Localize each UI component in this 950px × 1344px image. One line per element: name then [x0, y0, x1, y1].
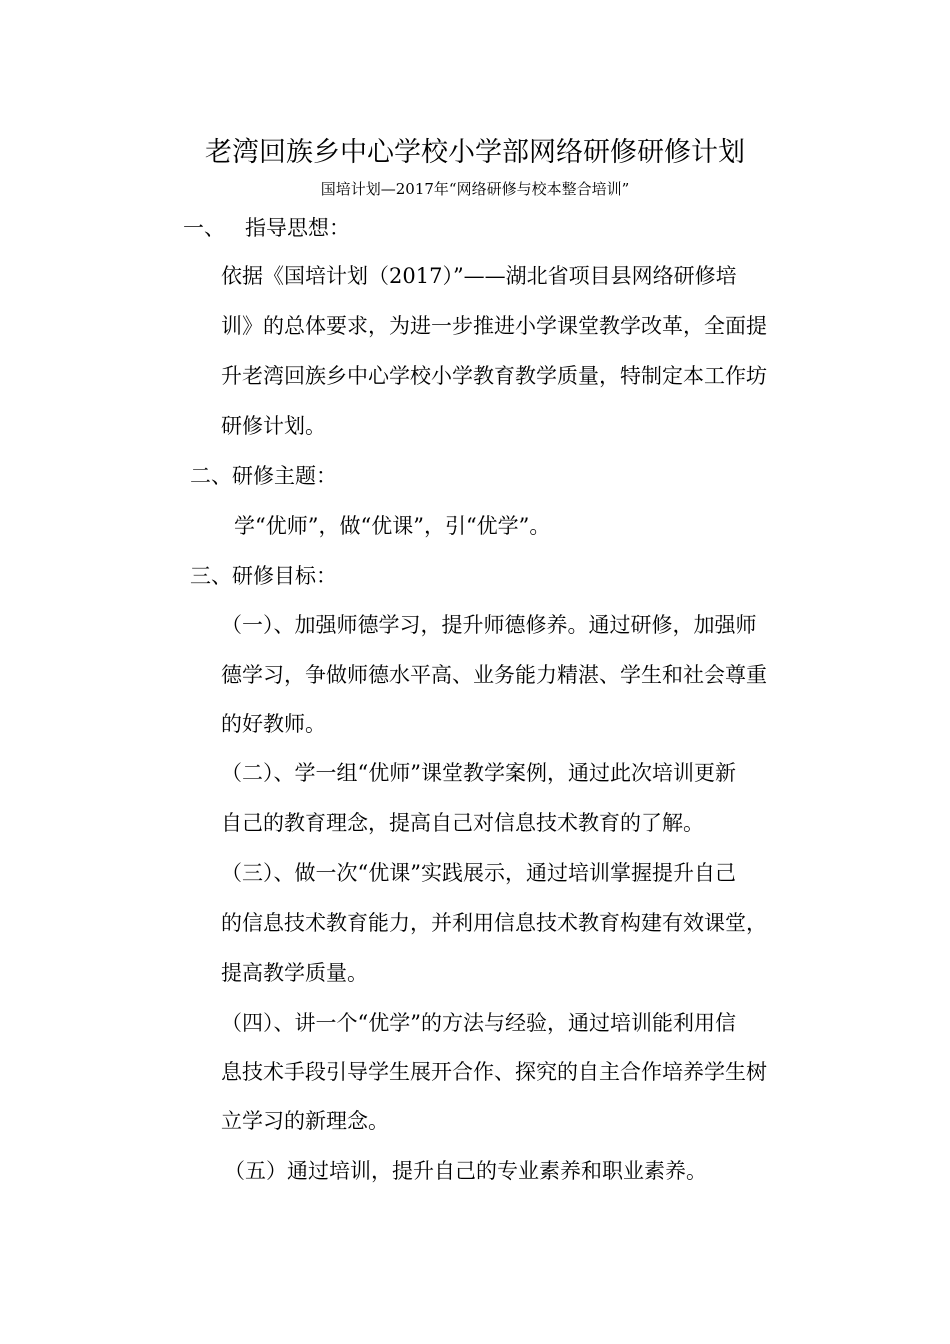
paragraph-line: 依据《国培计划（2017）”——湖北省项目县网络研修培	[221, 264, 737, 288]
document-title: 老湾回族乡中心学校小学部网络研修研修计划	[205, 137, 745, 168]
paragraph-line: 德学习，争做师德水平高、业务能力精湛、学生和社会尊重	[221, 663, 767, 687]
paragraph-line: 息技术手段引导学生展开合作、探究的自主合作培养学生树	[221, 1060, 767, 1084]
paragraph-line: 的好教师。	[221, 712, 326, 736]
paragraph-line: （五）通过培训，提升自己的专业素养和职业素养。	[224, 1159, 707, 1183]
paragraph-line: 研修计划。	[221, 414, 326, 438]
paragraph-line: 的信息技术教育能力，并利用信息技术教育构建有效课堂，	[221, 911, 767, 935]
section-number: 一、	[183, 216, 225, 240]
paragraph-line: （三）、做一次“优课”实践展示，通过培训掌握提升自己	[221, 861, 736, 885]
paragraph-line: 升老湾回族乡中心学校小学教育教学质量，特制定本工作坊	[221, 364, 767, 388]
paragraph-line: 提高教学质量。	[221, 961, 368, 985]
section-heading: 三、研修目标：	[190, 564, 337, 588]
paragraph-line: 立学习的新理念。	[221, 1109, 389, 1133]
paragraph-line: （二）、学一组“优师”课堂教学案例，通过此次培训更新	[221, 761, 736, 785]
paragraph-line: （四）、讲一个“优学”的方法与经验，通过培训能利用信	[221, 1011, 736, 1035]
paragraph-line: 学“优师”，做“优课”，引“优学”。	[234, 514, 551, 538]
paragraph-line: 训》的总体要求，为进一步推进小学课堂教学改革，全面提	[221, 314, 767, 338]
section-heading: 指导思想：	[245, 216, 350, 240]
section-heading: 二、研修主题：	[190, 464, 337, 488]
document-subtitle: 国培计划—2017年“网络研修与校本整合培训”	[320, 180, 630, 198]
paragraph-line: （一）、加强师德学习，提升师德修养。通过研修，加强师	[221, 613, 757, 637]
paragraph-line: 自己的教育理念，提高自己对信息技术教育的了解。	[221, 811, 704, 835]
